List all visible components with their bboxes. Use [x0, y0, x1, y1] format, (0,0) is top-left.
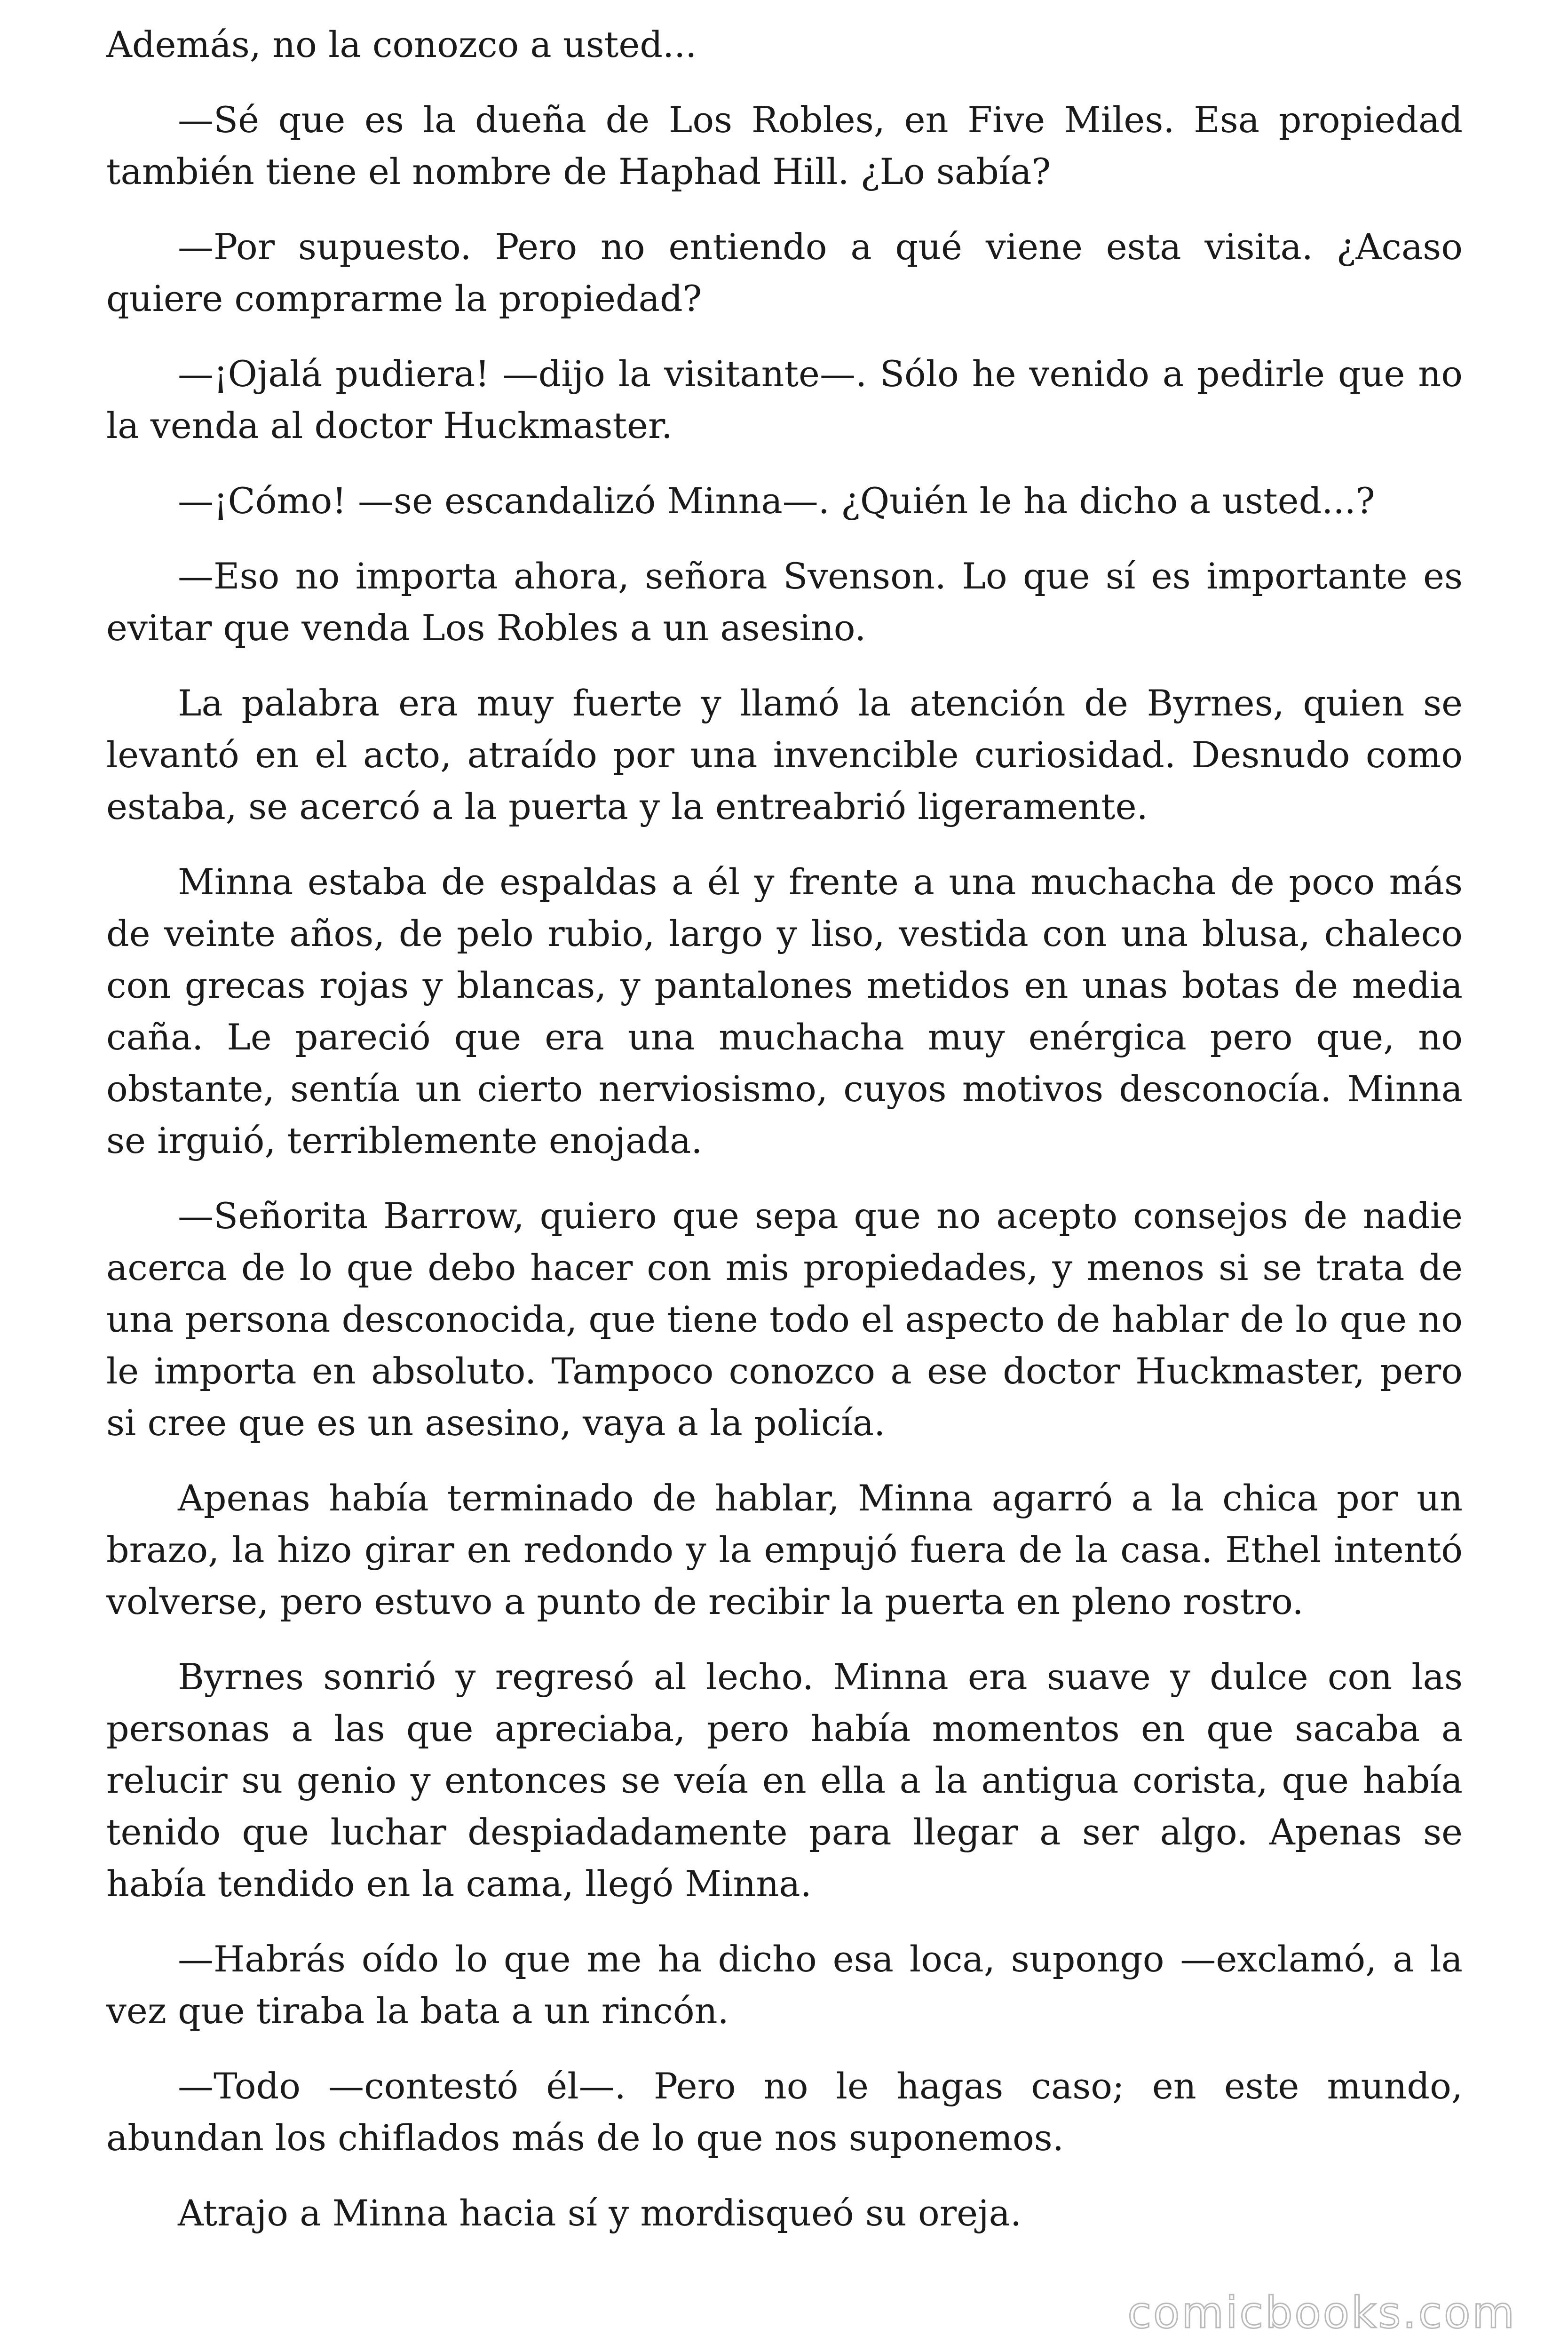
- paragraph-14: Atrajo a Minna hacia sí y mordisqueó su oreja.: [178, 2192, 1022, 2234]
- paragraph-2: —Sé que es la dueña de Los Robles, en Five Miles. Esa propiedad también tiene el nombre de Haphad Hill. ¿Lo sabía?: [106, 99, 1463, 192]
- paragraph-12: —Habrás oído lo que me ha dicho esa loca, supongo —exclamó, a la vez que tiraba la bata a un rincón.: [106, 1938, 1463, 2032]
- watermark: comicbooks.com: [1127, 2288, 1516, 2338]
- paragraph-13: —Todo —contestó él—. Pero no le hagas caso; en este mundo, abundan los chiflados más de lo que nos suponemos.: [106, 2065, 1463, 2159]
- paragraph-3: —Por supuesto. Pero no entiendo a qué viene esta visita. ¿Acaso quiere comprarme la propiedad?: [106, 226, 1463, 319]
- paragraph-7: La palabra era muy fuerte y llamó la atención de Byrnes, quien se levantó en el acto, atraído por una invencible curiosidad. Desnudo como estaba, se acercó a la puerta y la entreabrió ligeramente.: [106, 682, 1463, 827]
- paragraph-8: Minna estaba de espaldas a él y frente a una muchacha de poco más de veinte años, de pelo rubio, largo y liso, vestida con una blusa, chaleco con grecas rojas y blancas, y pantalones metidos en unas botas de media caña. Le pareció que era una muchacha muy enérgica pero que, no obstante, sentía un cierto nerviosismo, cuyos motivos desconocía. Minna se irguió, terriblemente enojada.: [106, 861, 1463, 1161]
- paragraph-10: Apenas había terminado de hablar, Minna agarró a la chica por un brazo, la hizo girar en redondo y la empujó fuera de la casa. Ethel intentó volverse, pero estuvo a punto de recibir la puerta en pleno rostro.: [106, 1477, 1463, 1622]
- paragraph-9: —Señorita Barrow, quiero que sepa que no acepto consejos de nadie acerca de lo que debo hacer con mis propiedades, y menos si se trata de una persona desconocida, que tiene todo el aspecto de hablar de lo que no le importa en absoluto. Tampoco conozco a ese doctor Huckmaster, pero si cree que es un asesino, vaya a la policía.: [106, 1195, 1463, 1444]
- paragraph-4: —¡Ojalá pudiera! —dijo la visitante—. Sólo he venido a pedirle que no la venda al doctor Huckmaster.: [106, 353, 1463, 446]
- paragraph-5: —¡Cómo! —se escandalizó Minna—. ¿Quién le ha dicho a usted...?: [178, 480, 1375, 522]
- paragraph-11: Byrnes sonrió y regresó al lecho. Minna era suave y dulce con las personas a las que apreciaba, pero había momentos en que sacaba a relucir su genio y entonces se veía en ella a la antigua corista, que había tenido que luchar despiadadamente para llegar a ser algo. Apenas se había tendido en la cama, llegó Minna.: [106, 1656, 1463, 1905]
- paragraph-6: —Eso no importa ahora, señora Svenson. Lo que sí es importante es evitar que venda Los Robles a un asesino.: [106, 555, 1463, 649]
- paragraph-1: Además, no la conozco a usted...: [106, 24, 697, 65]
- book-page-text: [106, 19, 1463, 2263]
